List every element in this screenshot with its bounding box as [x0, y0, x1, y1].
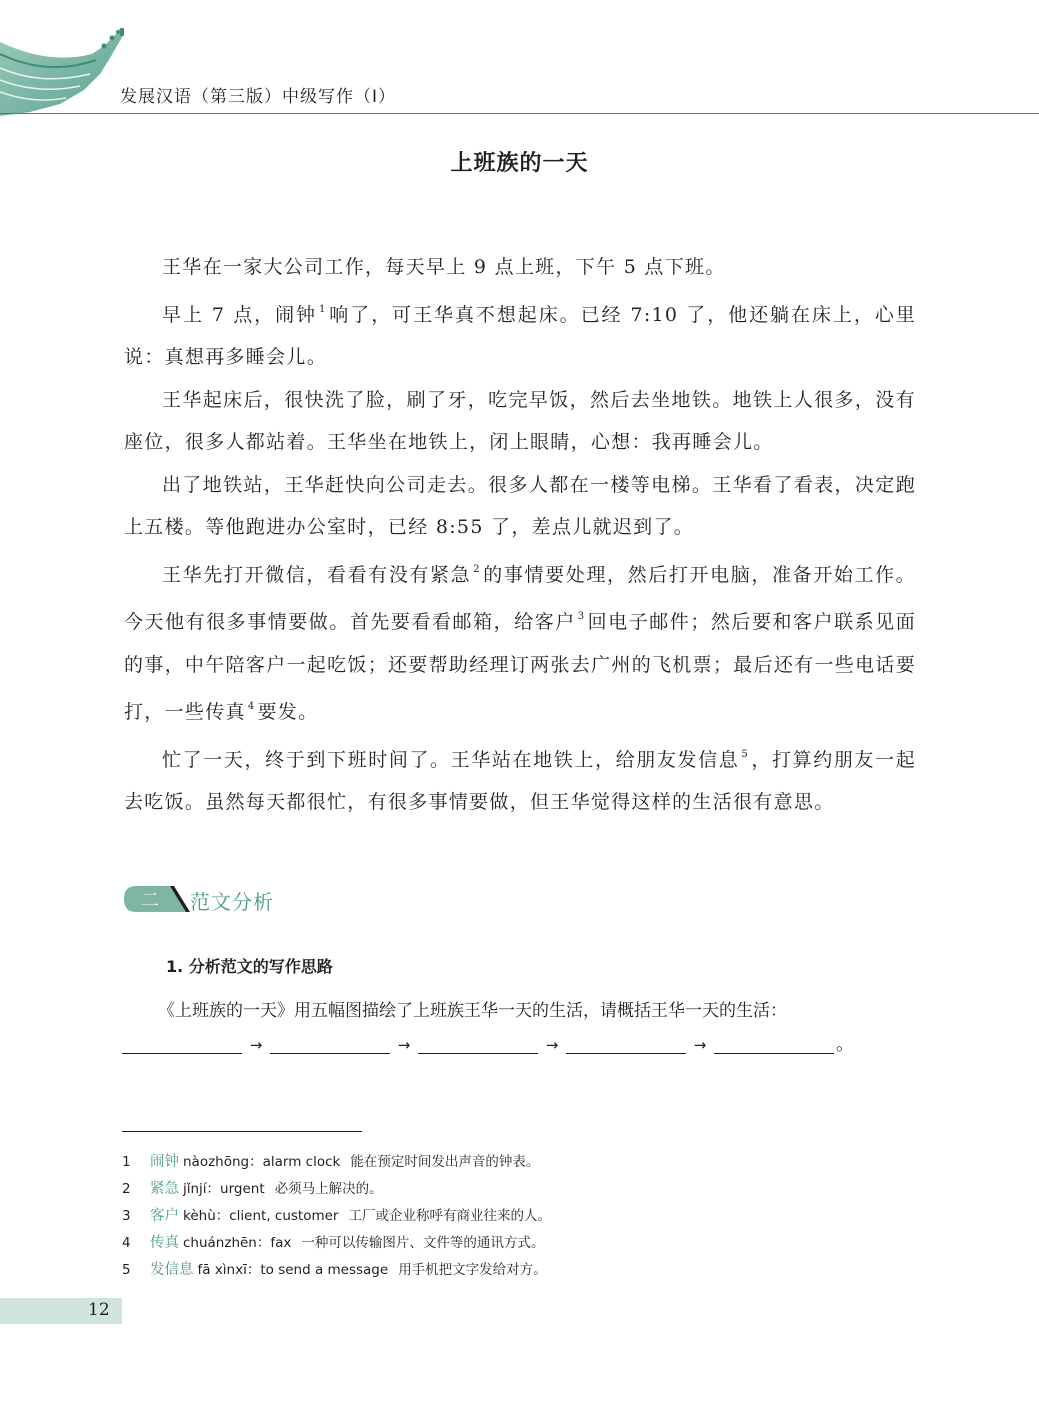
- paragraph-text: 出了地铁站，王华赶快向公司走去。很多人都在一楼等电梯。王华看了看表，决定跑上五楼。等他跑进办公室时，已经 8:55 了，差点儿就迟到了。: [124, 473, 916, 538]
- footnote-pinyin: jǐnjí：urgent: [183, 1181, 265, 1197]
- end-punctuation: 。: [836, 1034, 854, 1055]
- article-body: [124, 246, 916, 824]
- footnote: [122, 1151, 922, 1178]
- footnote-number: 5: [122, 1262, 131, 1278]
- arrow-icon: →: [397, 1036, 411, 1054]
- book-title: 发展汉语（第三版）中级写作（Ⅰ）: [120, 87, 397, 107]
- footnote-divider: [122, 1131, 362, 1132]
- paragraph-text: 王华起床后，很快洗了脸，刷了牙，吃完早饭，然后去坐地铁。地铁上人很多，没有座位，很多人都站着。王华坐在地铁上，闭上眼睛，心想：我再睡会儿。: [124, 388, 916, 453]
- footnote: [122, 1232, 922, 1259]
- paragraph: [124, 289, 916, 379]
- footnote-marker: 2: [473, 563, 481, 575]
- arrow-icon: →: [545, 1036, 559, 1054]
- answer-blanks: [122, 1036, 854, 1054]
- arrow-icon: →: [249, 1036, 263, 1054]
- paragraph: [124, 734, 916, 824]
- footnote-gloss: 一种可以传输图片、文件等的通讯方式。: [301, 1235, 545, 1251]
- section-title: 范文分析: [190, 890, 274, 914]
- footnote-gloss: 工厂或企业称呼有商业往来的人。: [348, 1208, 551, 1224]
- paragraph-text: 王华先打开微信，看看有没有紧急: [162, 563, 472, 586]
- footnote-number: 4: [122, 1235, 131, 1251]
- footnote-term: 发信息: [150, 1262, 194, 1278]
- paragraph: [124, 379, 916, 464]
- footnote-term: 传真: [150, 1235, 179, 1251]
- footnote: [122, 1259, 922, 1286]
- footnote-gloss: 用手机把文字发给对方。: [398, 1262, 547, 1278]
- footnote-marker: 3: [577, 611, 586, 622]
- footnote-term: 客户: [150, 1208, 179, 1224]
- footnote-term: 闹钟: [150, 1154, 179, 1170]
- paragraph-text: 回电子邮件；然后要和客户联系见面的事，中午陪客户一起吃饭；还要帮助经理订两张去广州的飞机票；最后还有一些电话要打，一些传真: [124, 611, 916, 723]
- footnote-pinyin: kèhù：client, customer: [183, 1208, 339, 1224]
- answer-blank[interactable]: [566, 1039, 686, 1054]
- footnote-pinyin: fā xìnxī：to send a message: [197, 1262, 389, 1278]
- answer-blank[interactable]: [418, 1039, 538, 1054]
- paragraph-text: 响了，可王华真不想起床。已经 7:10 了，他还躺在床上，心里说：真想再多睡会儿。: [124, 303, 917, 368]
- paragraph-text: 的事情要处理，然后打开电脑，准备开始工作。今天他有很多事情要做。首先要看看邮箱，给客户: [124, 563, 916, 633]
- paragraph: [124, 246, 916, 289]
- answer-blank[interactable]: [714, 1039, 834, 1054]
- footnote-number: 2: [122, 1181, 131, 1197]
- footnote-pinyin: nàozhōng：alarm clock: [183, 1154, 341, 1170]
- answer-blank[interactable]: [270, 1039, 390, 1054]
- footnote-number: 1: [122, 1154, 131, 1170]
- article-title: 上班族的一天: [450, 151, 589, 176]
- header-divider: [0, 113, 1039, 114]
- paragraph: [124, 549, 916, 734]
- paragraph-text: 要发。: [257, 701, 319, 723]
- answer-blank[interactable]: [122, 1039, 242, 1054]
- footnote-number: 3: [122, 1208, 131, 1224]
- exercise-prompt: 《上班族的一天》用五幅图描绘了上班族王华一天的生活，请概括王华一天的生活：: [158, 1001, 787, 1021]
- footnotes: [122, 1151, 922, 1286]
- footnote: [122, 1178, 922, 1205]
- footnote-marker: 5: [741, 748, 750, 760]
- footnote-gloss: 必须马上解决的。: [274, 1181, 383, 1197]
- paragraph-text: ，打算约朋友一起去吃饭。虽然每天都很忙，有很多事情要做，但王华觉得这样的生活很有意思。: [124, 748, 916, 813]
- paragraph-text: 早上 7 点，闹钟: [162, 303, 317, 326]
- paragraph: [124, 464, 916, 549]
- sub-heading: 1. 分析范文的写作思路: [166, 957, 333, 976]
- footnote: [122, 1205, 922, 1232]
- footnote-term: 紧急: [150, 1181, 179, 1197]
- pagoda-roof-icon: [0, 28, 140, 116]
- footnote-marker: 1: [319, 303, 327, 315]
- paragraph-text: 忙了一天，终于到下班时间了。王华站在地铁上，给朋友发信息: [162, 748, 740, 771]
- section-number: 二: [141, 890, 159, 911]
- paragraph-text: 王华在一家大公司工作，每天早上 9 点上班，下午 5 点下班。: [162, 256, 726, 278]
- footnote-pinyin: chuánzhēn：fax: [183, 1235, 292, 1251]
- arrow-icon: →: [693, 1036, 707, 1054]
- footnote-marker: 4: [247, 701, 256, 712]
- page-number: 12: [88, 1300, 110, 1320]
- footnote-gloss: 能在预定时间发出声音的钟表。: [350, 1154, 540, 1170]
